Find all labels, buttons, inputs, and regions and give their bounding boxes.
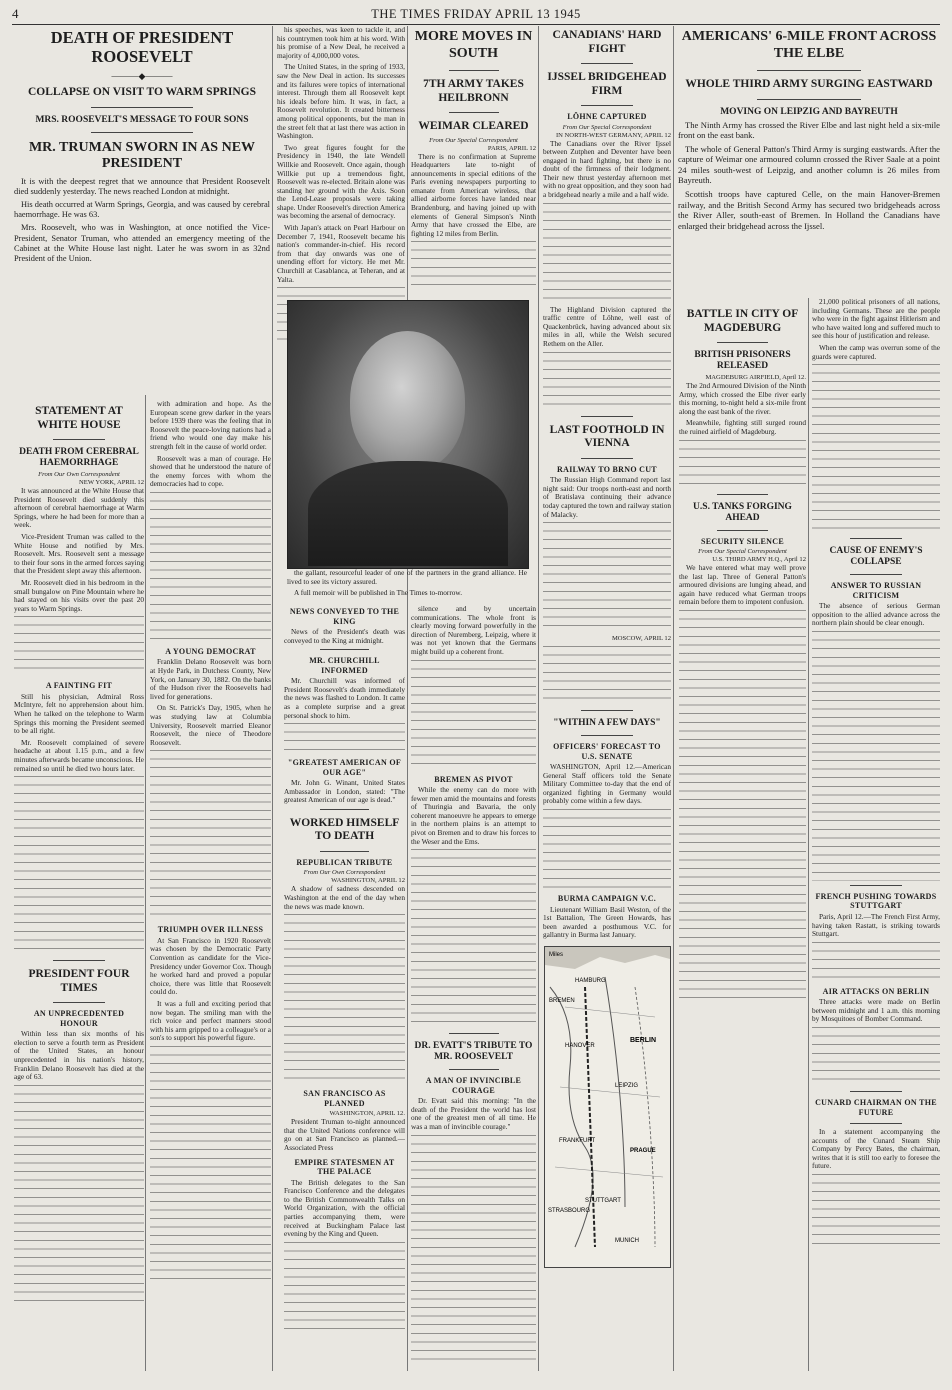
paragraph: The absence of serious German opposition to the allied advance across the northern plain should be clear enough. bbox=[812, 601, 940, 628]
subheadline: MR. CHURCHILL INFORMED bbox=[309, 656, 380, 675]
paragraph: His death occurred at Warm Springs, Georgia, and was caused by cerebral haemorrhage. He was 63. bbox=[14, 199, 270, 220]
paragraph: The whole of General Patton's Third Army is surging eastwards. After the capture of Weimar one armoured column crossed the River Saale at a point 24 miles south-west of Leipzig, and another column is 26 miles from Bayreuth. bbox=[678, 143, 940, 186]
headline: MORE MOVES IN SOUTH bbox=[414, 29, 533, 61]
paragraph: The Ninth Army has crossed the River Elbe and last night held a six-mile front on the east bank. bbox=[678, 119, 940, 141]
text-lines bbox=[14, 616, 144, 676]
subheadline: EMPIRE STATESMEN AT THE PALACE bbox=[294, 1157, 395, 1177]
subheadline: BURMA CAMPAIGN V.C. bbox=[557, 894, 657, 904]
paragraph: The British delegates to the San Francisco Conference and the delegates to the British Commonwealth Talks on World Organization, with the official parties accompanying them, were received at Buckingham Palace last evening by the King and Queen. bbox=[284, 1177, 405, 1239]
map-label-hanover: HANOVER bbox=[565, 1043, 595, 1049]
text-lines bbox=[543, 352, 671, 412]
headline: "WITHIN A FEW DAYS" bbox=[553, 718, 661, 729]
paragraph: 21,000 political prisoners of all nations, including Germans. These are the people who were in the fight against Hitlerism and who have waited long and suffered much to see this hour of justification and release. bbox=[812, 298, 940, 341]
separator bbox=[320, 649, 368, 650]
portrait-suit bbox=[308, 461, 508, 566]
subheadline: WEIMAR CLEARED bbox=[418, 120, 529, 132]
separator bbox=[53, 960, 105, 961]
subheadline: MOVING ON LEIPZIG AND BAYREUTH bbox=[720, 106, 898, 117]
masthead bbox=[12, 4, 940, 25]
text-lines bbox=[812, 631, 940, 881]
text-lines bbox=[284, 914, 405, 1084]
separator bbox=[757, 99, 862, 100]
subheadline: BREMEN AS PIVOT bbox=[434, 774, 513, 784]
text-lines bbox=[543, 203, 671, 303]
headline: LAST FOOTHOLD IN VIENNA bbox=[549, 423, 665, 450]
newspaper-title: THE TIMES FRIDAY APRIL 13 1945 bbox=[371, 7, 581, 21]
paragraph: A shadow of sadness descended on Washington at the end of the day when the news was made known. bbox=[284, 884, 405, 911]
map-graphic bbox=[545, 947, 670, 1267]
paragraph: Scottish troops have captured Celle, on the main Hanover-Bremen railway, and the British Second Army has secured two bridgeheads across the River Aller, south-east of Bremen. In Holland the Canadians have enlarged their bridgehead across the Ijssel. bbox=[678, 189, 940, 231]
portrait-face bbox=[350, 331, 465, 471]
paragraph: Mr. John G. Winant, United States Ambassador in London, stated: "The greatest American of our age is dead." bbox=[284, 778, 405, 805]
map-label-hamburg: HAMBURG bbox=[575, 978, 606, 984]
paragraph: With Japan's attack on Pearl Harbour on December 7, 1941, Roosevelt became his nation's commander-in-chief. His record from that day onwards was one of unending effort for victory. He met Mr. Churchill at Casablanca, at Teheran, and at Yalta. bbox=[277, 223, 405, 284]
headline: FRENCH PUSHING TOWARDS STUTTGART bbox=[815, 891, 937, 911]
column-rule bbox=[272, 26, 273, 1371]
separator bbox=[717, 342, 768, 343]
text-lines bbox=[411, 1135, 536, 1365]
paragraph: It was a full and exciting period that now began. The smiling man with the rich voice and perfect manners stood with his arm gripped to a colleague's or a son's to support his powerful figure. bbox=[150, 999, 271, 1043]
separator bbox=[449, 112, 499, 113]
subheadline: AN UNPRECEDENTED HONOUR bbox=[33, 1009, 125, 1028]
paragraph: Roosevelt was a man of courage. He showed that he understood the nature of the enemy forces with whom the democracies had to cope. bbox=[150, 453, 271, 489]
paragraph: Mr. Roosevelt complained of severe headache at about 1.15 p.m., and a few minutes afterwards became unconscious. He remained so until he died two hours later. bbox=[14, 737, 144, 773]
subheadline: COLLAPSE ON VISIT TO WARM SPRINGS bbox=[27, 86, 257, 98]
subheadline: REPUBLICAN TRIBUTE bbox=[296, 857, 393, 867]
subheadline: NEWS CONVEYED TO THE KING bbox=[289, 607, 400, 626]
article-white-house bbox=[14, 402, 144, 1370]
paragraph: silence and by uncertain communications. The whole front is clearly moving forward powerfully in the direction of Nuremberg, Leipzig, where it was not yet known that the Germans might build up a coherent front. bbox=[411, 605, 536, 656]
paragraph: The 2nd Armoured Division of the Ninth Army, which crossed the Elbe river early this morning, to-night held a six-mile front along the east bank of the river. bbox=[679, 381, 806, 416]
column-rule bbox=[407, 26, 408, 1371]
separator bbox=[581, 63, 632, 64]
map-label-bremen: BREMEN bbox=[549, 998, 575, 1004]
separator bbox=[449, 1033, 499, 1034]
text-lines bbox=[14, 776, 144, 956]
subheadline: RAILWAY TO BRNO CUT bbox=[557, 464, 657, 474]
paragraph: WASHINGTON, April 12.—American General Staff officers told the Senate Military Committee to-day that the end of organized fighting in Germany would probably come within a few days. bbox=[543, 762, 671, 806]
dateline: WASHINGTON, APRIL 12 bbox=[331, 877, 405, 885]
dateline: U.S. THIRD ARMY H.Q., April 12 bbox=[712, 556, 806, 564]
subheadline: WHOLE THIRD ARMY SURGING EASTWARD bbox=[685, 78, 933, 90]
dateline: PARIS, APRIL 12 bbox=[487, 144, 536, 152]
text-lines bbox=[812, 1027, 940, 1087]
separator bbox=[449, 1069, 499, 1070]
text-lines bbox=[284, 723, 405, 753]
dateline: MOSCOW, APRIL 12 bbox=[611, 635, 671, 643]
paragraph: Paris, April 12.—The French First Army, having taken Rastatt, is striking towards Stuttgart. bbox=[812, 911, 940, 939]
byline: From Our Special Correspondent bbox=[429, 136, 518, 144]
separator bbox=[717, 530, 768, 531]
separator-ornament: ———◆——— bbox=[111, 71, 173, 81]
dateline: MAGDEBURG AIRFIELD, April 12. bbox=[705, 374, 806, 381]
paragraph: It is with the deepest regret that we announce that President Roosevelt died suddenly yesterday. The news reached London at midnight. bbox=[14, 176, 270, 196]
subheadline: ANSWER TO RUSSIAN CRITICISM bbox=[830, 581, 922, 600]
subheadline: MR. TRUMAN SWORN IN AS NEW PRESIDENT bbox=[28, 139, 256, 171]
text-lines bbox=[150, 750, 271, 920]
headline: CUNARD CHAIRMAN ON THE FUTURE bbox=[815, 1098, 937, 1117]
paragraph: Vice-President Truman was called to the White House and notified by Mrs. Roosevelt. Mrs. Roosevelt sent a message to their four sons in the armed forces saying that the President slept away this afternoon. bbox=[14, 531, 144, 576]
paragraph: Three attacks were made on Berlin between midnight and 1 a.m. this morning by Mosquitoes of Bomber Command. bbox=[812, 997, 940, 1024]
paragraph: Meanwhile, fighting still surged round the ruined airfield of Magdeburg. bbox=[679, 418, 806, 436]
text-lines bbox=[543, 809, 671, 889]
subheadline: BRITISH PRISONERS RELEASED bbox=[694, 350, 791, 371]
separator bbox=[850, 1091, 901, 1092]
separator bbox=[757, 70, 862, 71]
headline: AIR ATTACKS ON BERLIN bbox=[822, 986, 930, 996]
paragraph: In a statement accompanying the accounts of the Cunard Steam Ship Company by Percy Bates, the chairman, writes that it is still too early to foresee the future. bbox=[812, 1127, 940, 1171]
paragraph: News of the President's death was conveyed to the King at midnight. bbox=[284, 627, 405, 645]
headline: CANADIANS' HARD FIGHT bbox=[552, 29, 662, 55]
subheadline: MRS. ROOSEVELT'S MESSAGE TO FOUR SONS bbox=[35, 114, 249, 125]
map-label-strasbourg: STRASBOURG bbox=[548, 1208, 591, 1214]
map-label-berlin: BERLIN bbox=[630, 1037, 657, 1044]
article-canadians bbox=[543, 26, 671, 946]
text-lines bbox=[679, 610, 806, 1000]
subheadline: A MAN OF INVINCIBLE COURAGE bbox=[425, 1076, 522, 1095]
article-magdeburg bbox=[679, 305, 806, 1370]
lead-story bbox=[14, 26, 270, 396]
separator bbox=[53, 439, 105, 440]
subheadline: OFFICERS' FORECAST TO U.S. SENATE bbox=[553, 742, 661, 761]
separator bbox=[581, 735, 632, 736]
paragraph: Mrs. Roosevelt, who was in Washington, at once notified the Vice-President, Senator Truman, who attended an emergency meeting of the Cabinet at the White House last night. Later he was sworn in as 32nd President of the Union. bbox=[14, 223, 270, 263]
caption-note: A full memoir will be published in The Times to-morrow. bbox=[294, 588, 463, 598]
text-lines bbox=[150, 492, 271, 642]
separator bbox=[320, 809, 368, 810]
separator bbox=[53, 1002, 105, 1003]
paragraph: When the camp was overrun some of the guards were captured. bbox=[812, 342, 940, 361]
byline: From Our Own Correspondent bbox=[38, 471, 120, 478]
paragraph: The Russian High Command report last night said: Our troops north-east and north of Bratislava continuing their advance today captured the town and railway station of Malacky. bbox=[543, 475, 671, 519]
dateline: WASHINGTON, APRIL 12. bbox=[329, 1110, 405, 1118]
text-lines bbox=[543, 522, 671, 632]
paragraph: The Highland Division captured the traffic centre of Löhne, well east of Quackenbrück, having advanced about six miles in all, while the Welsh secured Rethem on the Aller. bbox=[543, 304, 671, 349]
map-label-leipzig: LEIPZIG bbox=[615, 1083, 639, 1089]
headline: STATEMENT AT WHITE HOUSE bbox=[35, 405, 123, 431]
subheadline: A FAINTING FIT bbox=[45, 681, 113, 691]
text-lines bbox=[812, 1174, 940, 1244]
map-scale-label: Miles bbox=[549, 952, 564, 958]
headline: PRESIDENT FOUR TIMES bbox=[28, 968, 130, 994]
subheadline: 7TH ARMY TAKES HEILBRONN bbox=[423, 78, 524, 104]
subheadline: SAN FRANCISCO AS PLANNED bbox=[303, 1089, 386, 1108]
column-rule bbox=[145, 395, 146, 1371]
paragraph: Lieutenant William Basil Weston, of the 1st Battalion, The Green Howards, has been awarded a posthumous V.C. for gallantry in Burma last January. bbox=[543, 904, 671, 940]
byline: From Our Special Correspondent bbox=[698, 548, 787, 556]
paragraph: Within less than six months of his election to serve a fourth term as President of the United States, an honour unprecedented in his nation's history, Franklin Delano Roosevelt has died at the age of 63. bbox=[14, 1029, 144, 1082]
dateline: NEW YORK, APRIL 12 bbox=[79, 479, 144, 486]
headline: CAUSE OF ENEMY'S COLLAPSE bbox=[829, 546, 923, 568]
paragraph: The Canadians over the River Ijssel between Zutphen and Deventer have been engaged in hard fighting, but there is no doubt of the firmness of their lodgment. Their new thrust yesterday afternoon met with no great opposition, and they soon had a bridgehead nearly a mile and a half wide. bbox=[543, 138, 671, 200]
page-number: 4 bbox=[12, 6, 19, 21]
text-lines bbox=[150, 1046, 271, 1286]
text-lines bbox=[411, 849, 536, 1029]
separator bbox=[581, 416, 632, 417]
subheadline: IJSSEL BRIDGEHEAD FIRM bbox=[547, 71, 667, 97]
separator bbox=[850, 1123, 901, 1124]
column-rule bbox=[808, 298, 809, 1371]
paragraph: his speeches, was keen to tackle it, and his countrymen took him at his word. With his promise of a New Deal, he received a majority of 4,000,000 votes. bbox=[277, 26, 405, 60]
paragraph: We have entered what may well prove the last lap. Three of General Patton's armoured divisions are lunging ahead, and again have reduced what German troops remain before them to impotent confusion. bbox=[679, 563, 806, 607]
lead-text bbox=[14, 177, 270, 265]
paragraph: Franklin Delano Roosevelt was born at Hyde Park, in Dutchess County, New York, on January 30, 1882. On the banks of the Hudson river the Roosevelts had lived for generations. bbox=[150, 657, 271, 701]
text-lines bbox=[14, 1085, 144, 1305]
text-lines bbox=[812, 364, 940, 534]
text-lines bbox=[679, 440, 806, 490]
byline: From Our Own Correspondent bbox=[303, 869, 386, 877]
separator bbox=[91, 107, 193, 108]
map-label-prague: PRAGUE bbox=[630, 1148, 656, 1154]
article-biography bbox=[150, 400, 271, 1370]
column-rule bbox=[673, 26, 674, 1371]
paragraph: Mr. Churchill was informed of President Roosevelt's death immediately the news was flashed to London. It came as a complete surprise and a great personal shock to him. bbox=[284, 676, 405, 720]
article-south-front bbox=[411, 26, 536, 296]
paragraph: On St. Patrick's Day, 1905, when he was studying law at Columbia University, Roosevelt married Eleanor Roosevelt, the niece of Theodore Roosevelt. bbox=[150, 703, 271, 747]
article-tributes bbox=[284, 605, 405, 1370]
text-lines bbox=[543, 646, 671, 706]
text-lines bbox=[284, 1242, 405, 1332]
headline: U.S. TANKS FORGING AHEAD bbox=[693, 501, 792, 523]
text-lines bbox=[411, 660, 536, 770]
separator bbox=[581, 105, 632, 106]
map-label-munich: MUNICH bbox=[615, 1238, 639, 1244]
map-label-stuttgart: STUTTGART bbox=[585, 1198, 621, 1204]
front-line-map bbox=[544, 946, 671, 1268]
lead-text bbox=[678, 120, 940, 232]
subheadline: TRIUMPH OVER ILLNESS bbox=[157, 925, 264, 935]
headline: DR. EVATT'S TRIBUTE TO MR. ROOSEVELT bbox=[414, 1041, 533, 1063]
article-elbe bbox=[678, 26, 940, 296]
separator bbox=[717, 494, 768, 495]
separator bbox=[91, 132, 193, 133]
paragraph: Two great figures fought for the Presidency in 1940, the late Wendell Willkie and Roosevelt. Once again, though Willkie put up a tremendous fight, Roosevelt was re-elected. Britain alone was standing her ground with the Axis. Soon the Lend-Lease proposals were taking shape. Under Roosevelt's direction America was becoming the arsenal of democracy. bbox=[277, 142, 405, 221]
photo-caption bbox=[287, 569, 527, 601]
subheadline: A YOUNG DEMOCRAT bbox=[165, 646, 256, 656]
subheadline: LÖHNE CAPTURED bbox=[567, 112, 647, 121]
paragraph: Still his physician, Admiral Ross McIntyre, felt no apprehension about him. When he talked on the telephone to Warm Springs this morning the President seemed to be all right. bbox=[14, 691, 144, 736]
paragraph: It was announced at the White House that President Roosevelt died suddenly this afternoon of cerebral haemorrhage at Warm Springs, where he had been for more than a week. bbox=[14, 486, 144, 530]
separator bbox=[320, 851, 368, 852]
paragraph: While the enemy can do more with fewer men amid the mountains and forests of Thuringia and Bavaria, the only coherent manoeuvre he appears to emerge in the northern plains is an attempt to pivot on Bremen and to draw his forces to the Weser and the Ems. bbox=[411, 785, 536, 846]
article-collapse bbox=[812, 298, 940, 1370]
paragraph: At San Francisco in 1920 Roosevelt was chosen by the Democratic Party Convention as candidate for the Vice-Presidency under Governor Cox. Though he worked hard and proved a popular choice, there was little that Roosevelt could do. bbox=[150, 935, 271, 997]
separator bbox=[449, 70, 499, 71]
column-rule bbox=[538, 26, 539, 1371]
subheadline: SECURITY SILENCE bbox=[701, 536, 784, 546]
separator bbox=[581, 458, 632, 459]
separator bbox=[850, 538, 901, 539]
paragraph: There is no confirmation at Supreme Headquarters late to-night of announcements in special editions of the Paris evening newspapers purporting to emanate from American wireless, that allied airborne forces have landed near Brandenburg, and having joined up with elements of General Simpson's Ninth Army that have crossed the Elbe, are fighting 12 miles from Berlin. bbox=[411, 151, 536, 238]
text-lines bbox=[812, 942, 940, 982]
paragraph: Dr. Evatt said this morning: "In the death of the President the world has lost one of the greatest men of all time. He was a man of invincible courage." bbox=[411, 1096, 536, 1131]
map-label-frankfurt: FRANKFURT bbox=[559, 1138, 596, 1144]
headline: AMERICANS' 6-MILE FRONT ACROSS THE ELBE bbox=[681, 29, 937, 61]
roosevelt-portrait bbox=[287, 300, 529, 569]
main-headline: DEATH OF PRESIDENT ROOSEVELT bbox=[50, 28, 234, 66]
article-bremen bbox=[411, 605, 536, 1370]
separator bbox=[581, 710, 632, 711]
separator bbox=[850, 885, 901, 886]
headline: BATTLE IN CITY OF MAGDEBURG bbox=[686, 308, 799, 334]
separator bbox=[850, 574, 901, 575]
subheadline: DEATH FROM CEREBRAL HAEMORRHAGE bbox=[19, 447, 139, 468]
paragraph: Mr. Roosevelt died in his bedroom in the small bungalow on Pine Mountain where he had stayed on his visits over the past 20 years to Warm Springs. bbox=[14, 577, 144, 613]
headline: WORKED HIMSELF TO DEATH bbox=[289, 816, 400, 843]
caption-text: the gallant, resourceful leader of one of the partners in the grand alliance. He lived to see its victory assured. bbox=[287, 568, 527, 586]
paragraph: with admiration and hope. As the European scene grew darker in the years before 1939 there was the feeling that in Roosevelt the peace-loving nations had a friend who would one day make his strength felt in the cause of world order. bbox=[150, 400, 271, 451]
text-lines bbox=[411, 241, 536, 291]
paragraph: The United States, in the spring of 1933, saw the New Deal in action. Its successes and its failures were topics of international interest. Through them all Roosevelt kept his ideals before him. It was, in fact, a Roosevelt revolution. It created bitterness among political opponents, but the man in the street felt that at last there was action in Washington. bbox=[277, 62, 405, 141]
byline: From Our Special Correspondent bbox=[562, 123, 652, 131]
paragraph: President Truman to-night announced that the United Nations conference will go on at San Francisco as planned.—Associated Press bbox=[284, 1117, 405, 1152]
subheadline: "GREATEST AMERICAN OF OUR AGE" bbox=[287, 758, 402, 777]
dateline: IN NORTH-WEST GERMANY, APRIL 12 bbox=[555, 131, 671, 139]
